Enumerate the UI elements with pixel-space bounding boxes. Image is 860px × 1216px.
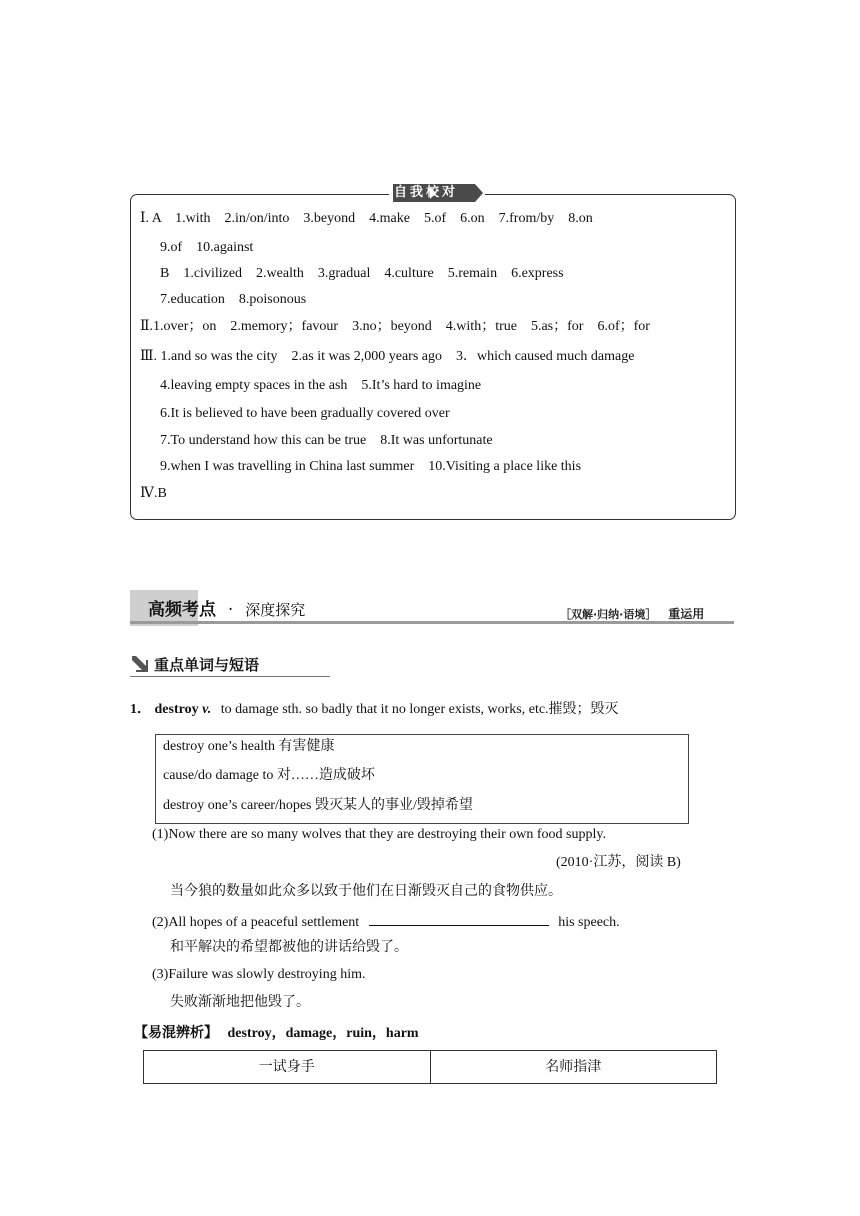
- table-header-cell: 一试身手: [258, 1059, 315, 1075]
- example-zh: 失败渐渐地把他毁了。: [170, 994, 310, 1010]
- answer-banner-label: 自我校对: [394, 185, 459, 200]
- answer-line: 9.when I was travelling in China last summer 10.Visiting a place like this: [160, 459, 582, 474]
- answer-line: Ⅳ.B: [140, 486, 167, 501]
- example-en: (3)Failure was slowly destroying him.: [152, 967, 366, 982]
- example-en-blank: (2)All hopes of a peaceful settlement his speech.: [152, 911, 620, 932]
- answer-line: 4.leaving empty spaces in the ash 5.It’s hard to imagine: [160, 378, 482, 393]
- example-en: (1)Now there are so many wolves that they are destroying their own food supply.: [152, 827, 606, 842]
- corner-arrow-icon: [130, 654, 150, 674]
- answer-line: Ⅰ. A 1.with 2.in/on/into 3.beyond 4.make 5.of 6.on 7.from/by 8.on: [140, 211, 593, 226]
- subsection-underline: [130, 676, 330, 677]
- phrase-item: cause/do damage to 对……造成破坏: [163, 768, 375, 783]
- section-tag: ［双解·归纳·语境］ 重运用: [560, 607, 705, 621]
- example-zh: 和平解决的希望都被他的讲话给毁了。: [170, 939, 408, 955]
- answer-line: 7.education 8.poisonous: [160, 292, 307, 307]
- answer-line: B 1.civilized 2.wealth 3.gradual 4.culture 5.remain 6.express: [160, 266, 564, 281]
- example-zh: 当今狼的数量如此众多以致于他们在日渐毁灭自己的食物供应。: [170, 883, 562, 899]
- table-header-cell: 名师指津: [430, 1051, 717, 1083]
- phrase-item: destroy one’s career/hopes 毁灭某人的事业/毁掉希望: [163, 798, 473, 813]
- entry-definition-line: 1． destroy v. to damage sth. so badly that it no longer exists, works, etc.摧毁；毁灭: [130, 702, 619, 717]
- confusion-heading: 【易混辨析】 destroy，damage，ruin，harm: [134, 1025, 419, 1041]
- answer-line: 7.To understand how this can be true 8.It was unfortunate: [160, 433, 493, 448]
- answer-line: Ⅲ. 1.and so was the city 2.as it was 2,000 years ago 3．which caused much damage: [140, 349, 635, 364]
- section-title: 高频考点 · 深度探究: [148, 600, 306, 620]
- answer-line: Ⅱ.1.over；on 2.memory；favour 3.no；beyond 4.with；true 5.as；for 6.of；for: [140, 319, 650, 334]
- phrase-item: destroy one’s health 有害健康: [163, 739, 335, 754]
- subsection-title: 重点单词与短语: [154, 656, 260, 674]
- example-source: (2010·江苏，阅读 B): [556, 855, 681, 870]
- answer-blank[interactable]: [369, 911, 549, 926]
- answer-line: 6.It is believed to have been gradually covered over: [160, 406, 450, 421]
- comparison-table: [143, 1050, 717, 1084]
- answer-line: 9.of 10.against: [160, 240, 254, 255]
